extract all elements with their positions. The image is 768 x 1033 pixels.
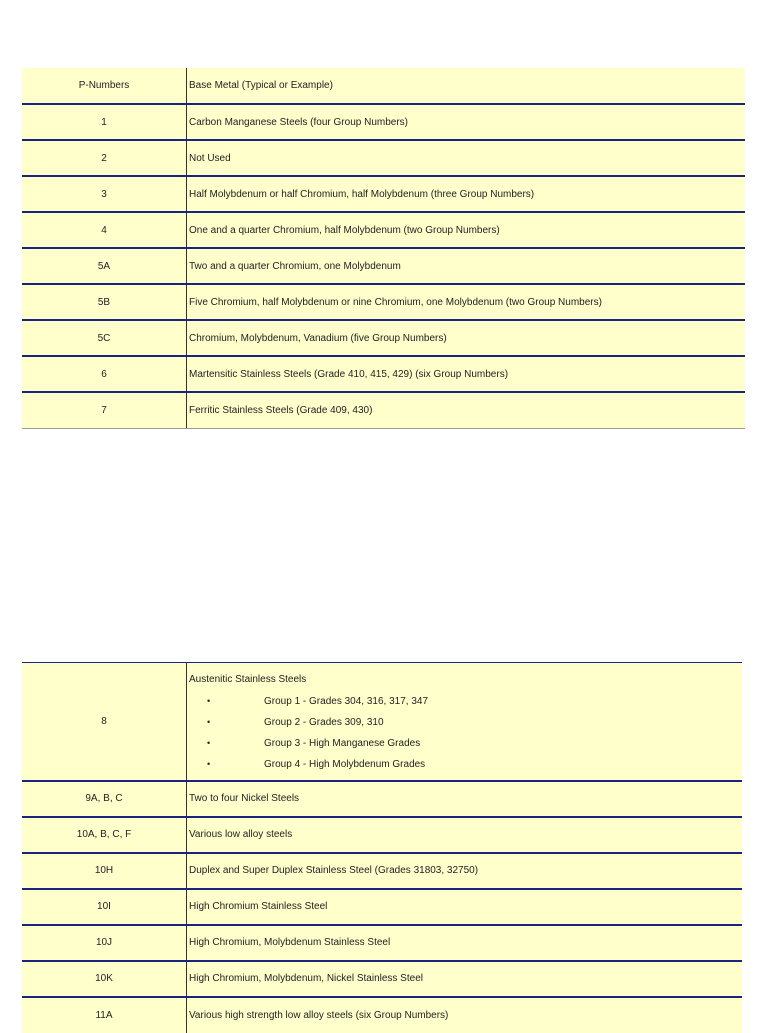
base-metal-cell: High Chromium, Molybdenum, Nickel Stainless Steel (187, 961, 743, 997)
p-number-cell: 8 (22, 663, 187, 781)
base-metal-cell: Various low alloy steels (187, 817, 743, 853)
base-metal-cell: Ferritic Stainless Steels (Grade 409, 430) (187, 392, 746, 428)
p-number-cell: 1 (22, 104, 187, 140)
bullet-icon: • (207, 696, 211, 706)
group-label: Group 4 - High Molybdenum Grades (264, 759, 426, 770)
p-number-cell: 10H (22, 853, 187, 889)
p-number-cell: 10I (22, 889, 187, 925)
table-row (22, 248, 745, 284)
table-row (22, 284, 745, 320)
list-item (189, 712, 742, 733)
p-number-cell: 3 (22, 176, 187, 212)
group-list (189, 691, 742, 775)
p-number-cell: 10A, B, C, F (22, 817, 187, 853)
base-metal-cell: High Chromium, Molybdenum Stainless Steel (187, 925, 743, 961)
bullet-icon: • (207, 759, 211, 769)
table-row (22, 212, 745, 248)
table-row (22, 889, 742, 925)
p-number-cell: 10J (22, 925, 187, 961)
base-metal-cell: Five Chromium, half Molybdenum or nine Chromium, one Molybdenum (two Group Numbers) (187, 284, 746, 320)
base-metal-cell: Not Used (187, 140, 746, 176)
table-row (22, 781, 742, 817)
p-number-cell: 6 (22, 356, 187, 392)
p-number-cell: 10K (22, 961, 187, 997)
p-number-cell: 11A (22, 997, 187, 1033)
base-metal-cell: Various high strength low alloy steels (six Group Numbers) (189, 1009, 449, 1021)
header-p-numbers: P-Numbers (22, 68, 187, 104)
base-metal-cell: Martensitic Stainless Steels (Grade 410, 415, 429) (six Group Numbers) (187, 356, 746, 392)
base-metal-cell: High Chromium Stainless Steel (187, 889, 743, 925)
p-number-cell: 5A (22, 248, 187, 284)
base-metal-cell: Two to four Nickel Steels (187, 781, 743, 817)
p-number-cell: 9A, B, C (22, 781, 187, 817)
p-numbers-table-2 (22, 662, 742, 1033)
base-metal-cell: Duplex and Super Duplex Stainless Steel (Grades 31803, 32750) (187, 853, 743, 889)
table-row (22, 176, 745, 212)
base-metal-cell: Chromium, Molybdenum, Vanadium (five Group Numbers) (187, 320, 746, 356)
p-number-cell: 4 (22, 212, 187, 248)
table-row (22, 392, 745, 428)
p-numbers-table-1 (22, 68, 745, 429)
base-metal-cell: One and a quarter Chromium, half Molybdenum (two Group Numbers) (187, 212, 746, 248)
base-metal-cell: Carbon Manganese Steels (four Group Numbers) (187, 104, 746, 140)
group-label: Group 2 - Grades 309, 310 (264, 717, 384, 728)
table-row (22, 817, 742, 853)
table-row (22, 853, 742, 889)
table-row (22, 140, 745, 176)
bullet-icon: • (207, 717, 211, 727)
table-header-row (22, 68, 745, 104)
group-label: Group 3 - High Manganese Grades (264, 738, 421, 749)
table-row (22, 961, 742, 997)
list-item (189, 733, 742, 754)
p-number-cell: 7 (22, 392, 187, 428)
header-base-metal: Base Metal (Typical or Example) (187, 68, 746, 104)
bullet-icon: • (207, 738, 211, 748)
austenitic-title: Austenitic Stainless Steels (189, 674, 307, 685)
list-item (189, 691, 742, 712)
list-item (189, 754, 742, 775)
table-row-austenitic (22, 663, 742, 781)
base-metal-cell (187, 663, 743, 781)
p-number-cell: 2 (22, 140, 187, 176)
table-row (22, 997, 742, 1033)
table-row (22, 320, 745, 356)
base-metal-cell: Half Molybdenum or half Chromium, half Molybdenum (three Group Numbers) (187, 176, 746, 212)
base-metal-cell: Two and a quarter Chromium, one Molybdenum (187, 248, 746, 284)
p-number-cell: 5B (22, 284, 187, 320)
table-row (22, 356, 745, 392)
p-number-cell: 5C (22, 320, 187, 356)
table-row (22, 104, 745, 140)
table-row (22, 925, 742, 961)
group-label: Group 1 - Grades 304, 316, 317, 347 (264, 696, 428, 707)
